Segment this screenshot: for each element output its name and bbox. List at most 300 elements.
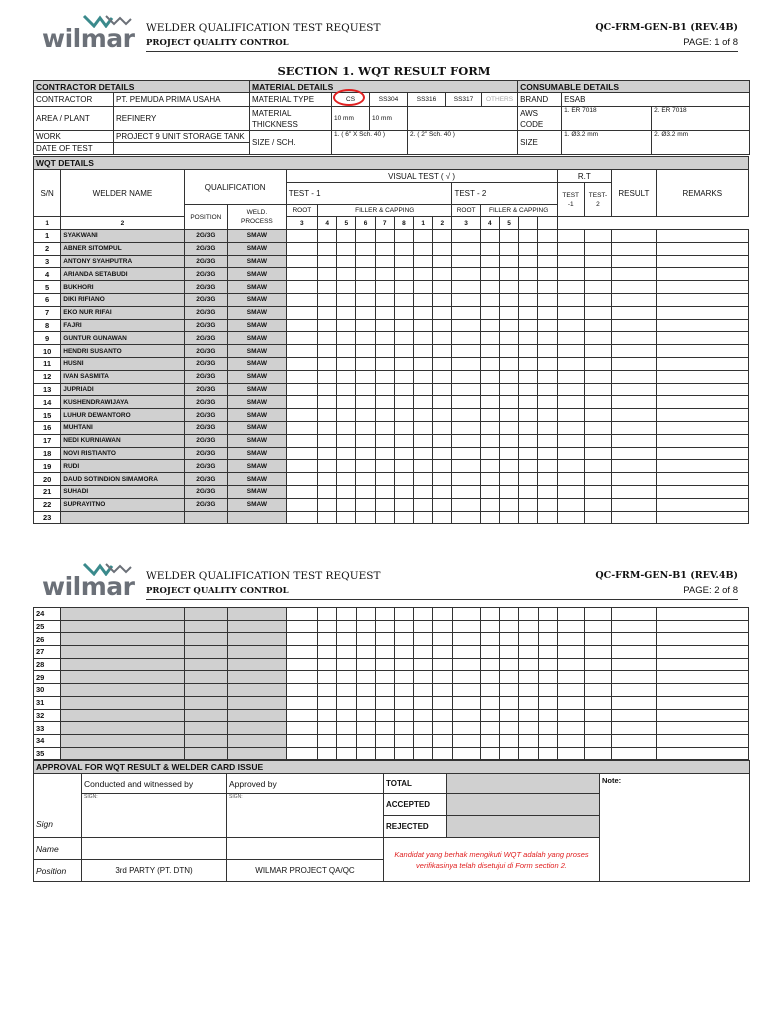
conducted-name-field[interactable] xyxy=(82,838,227,860)
result-cell[interactable] xyxy=(557,370,584,383)
welder-process[interactable] xyxy=(228,671,287,684)
result-cell[interactable] xyxy=(584,357,611,370)
result-cell[interactable] xyxy=(394,293,413,306)
result-cell[interactable] xyxy=(433,460,452,473)
result-cell[interactable] xyxy=(394,242,413,255)
welder-name[interactable] xyxy=(61,646,184,659)
welder-process[interactable] xyxy=(228,633,287,646)
result-cell[interactable] xyxy=(414,646,433,659)
result-cell[interactable] xyxy=(375,396,394,409)
result-cell[interactable] xyxy=(452,319,480,332)
result-cell[interactable] xyxy=(414,709,433,722)
result-cell[interactable] xyxy=(452,460,480,473)
result-cell[interactable] xyxy=(414,281,433,294)
result-cell[interactable] xyxy=(337,434,356,447)
approved-sign-field[interactable]: SIGN: xyxy=(227,794,384,838)
result-cell[interactable] xyxy=(375,421,394,434)
result-cell[interactable] xyxy=(286,268,317,281)
result-cell[interactable] xyxy=(394,357,413,370)
result-cell[interactable] xyxy=(433,242,452,255)
result-cell[interactable] xyxy=(538,658,557,671)
result-cell[interactable] xyxy=(337,345,356,358)
result-cell[interactable] xyxy=(612,345,656,358)
result-cell[interactable] xyxy=(414,293,433,306)
result-cell[interactable] xyxy=(433,709,452,722)
result-cell[interactable] xyxy=(500,646,519,659)
result-cell[interactable] xyxy=(433,357,452,370)
welder-name[interactable] xyxy=(61,633,184,646)
result-cell[interactable] xyxy=(656,255,748,268)
result-cell[interactable] xyxy=(500,684,519,697)
result-cell[interactable] xyxy=(414,473,433,486)
result-cell[interactable] xyxy=(519,447,538,460)
result-cell[interactable] xyxy=(452,421,480,434)
result-cell[interactable] xyxy=(433,485,452,498)
result-cell[interactable] xyxy=(356,345,375,358)
result-cell[interactable] xyxy=(286,608,317,621)
result-cell[interactable] xyxy=(318,306,337,319)
welder-name[interactable] xyxy=(61,734,184,747)
result-cell[interactable] xyxy=(452,357,480,370)
result-cell[interactable] xyxy=(656,357,748,370)
result-cell[interactable] xyxy=(318,696,337,709)
result-cell[interactable] xyxy=(480,447,499,460)
result-cell[interactable] xyxy=(394,684,413,697)
result-cell[interactable] xyxy=(286,696,317,709)
result-cell[interactable] xyxy=(286,242,317,255)
result-cell[interactable] xyxy=(612,447,656,460)
result-cell[interactable] xyxy=(375,409,394,422)
result-cell[interactable] xyxy=(480,620,499,633)
result-cell[interactable] xyxy=(394,658,413,671)
result-cell[interactable] xyxy=(414,498,433,511)
result-cell[interactable] xyxy=(480,684,499,697)
result-cell[interactable] xyxy=(656,345,748,358)
result-cell[interactable] xyxy=(337,722,356,735)
result-cell[interactable] xyxy=(356,608,375,621)
result-cell[interactable] xyxy=(499,242,518,255)
result-cell[interactable] xyxy=(584,242,611,255)
result-cell[interactable] xyxy=(286,230,317,243)
result-cell[interactable] xyxy=(356,633,375,646)
result-cell[interactable] xyxy=(414,722,433,735)
result-cell[interactable] xyxy=(584,460,611,473)
result-cell[interactable] xyxy=(538,498,557,511)
result-cell[interactable] xyxy=(394,460,413,473)
size-sch-1[interactable]: 1. ( 6" X Sch. 40 ) xyxy=(332,131,408,155)
result-cell[interactable] xyxy=(538,511,557,524)
material-type-ss304[interactable]: SS304 xyxy=(370,93,408,107)
result-cell[interactable] xyxy=(337,684,356,697)
result-cell[interactable] xyxy=(585,633,612,646)
area-value[interactable]: REFINERY xyxy=(114,107,250,131)
welder-name[interactable]: ANTONY SYAHPUTRA xyxy=(61,255,184,268)
result-cell[interactable] xyxy=(433,734,452,747)
thickness-1[interactable]: 10 mm xyxy=(332,107,370,131)
result-cell[interactable] xyxy=(557,511,584,524)
result-cell[interactable] xyxy=(337,319,356,332)
result-cell[interactable] xyxy=(356,460,375,473)
result-cell[interactable] xyxy=(499,319,518,332)
result-cell[interactable] xyxy=(585,671,612,684)
result-cell[interactable] xyxy=(414,357,433,370)
result-cell[interactable] xyxy=(480,646,499,659)
result-cell[interactable] xyxy=(519,747,538,760)
result-cell[interactable] xyxy=(318,230,337,243)
result-cell[interactable] xyxy=(538,709,557,722)
result-cell[interactable] xyxy=(584,396,611,409)
welder-name[interactable]: HUSNI xyxy=(61,357,184,370)
result-cell[interactable] xyxy=(318,281,337,294)
material-type-ss316[interactable]: SS316 xyxy=(408,93,446,107)
result-cell[interactable] xyxy=(414,734,433,747)
result-cell[interactable] xyxy=(557,383,584,396)
welder-process[interactable] xyxy=(228,620,287,633)
result-cell[interactable] xyxy=(480,396,499,409)
result-cell[interactable] xyxy=(356,709,375,722)
result-cell[interactable] xyxy=(538,268,557,281)
welder-process[interactable] xyxy=(228,646,287,659)
welder-position[interactable]: 2G/3G xyxy=(184,293,227,306)
result-cell[interactable] xyxy=(538,608,557,621)
result-cell[interactable] xyxy=(480,281,499,294)
welder-position[interactable]: 2G/3G xyxy=(184,370,227,383)
result-cell[interactable] xyxy=(337,230,356,243)
welder-process[interactable]: SMAW xyxy=(228,357,287,370)
result-cell[interactable] xyxy=(557,646,584,659)
result-cell[interactable] xyxy=(356,357,375,370)
welder-position[interactable]: 2G/3G xyxy=(184,230,227,243)
result-cell[interactable] xyxy=(394,747,413,760)
result-cell[interactable] xyxy=(286,255,317,268)
result-cell[interactable] xyxy=(519,722,538,735)
result-cell[interactable] xyxy=(375,255,394,268)
result-cell[interactable] xyxy=(286,747,317,760)
result-cell[interactable] xyxy=(500,671,519,684)
result-cell[interactable] xyxy=(337,511,356,524)
result-cell[interactable] xyxy=(538,473,557,486)
result-cell[interactable] xyxy=(286,409,317,422)
result-cell[interactable] xyxy=(375,734,394,747)
result-cell[interactable] xyxy=(519,511,538,524)
result-cell[interactable] xyxy=(585,608,612,621)
result-cell[interactable] xyxy=(499,357,518,370)
welder-position[interactable]: 2G/3G xyxy=(184,498,227,511)
conducted-sign-field[interactable]: SIGN: xyxy=(82,794,227,838)
result-cell[interactable] xyxy=(318,684,337,697)
welder-position[interactable]: 2G/3G xyxy=(184,242,227,255)
result-cell[interactable] xyxy=(585,684,612,697)
result-cell[interactable] xyxy=(337,306,356,319)
result-cell[interactable] xyxy=(584,281,611,294)
welder-process[interactable]: SMAW xyxy=(228,460,287,473)
welder-name[interactable] xyxy=(61,608,184,621)
result-cell[interactable] xyxy=(656,230,748,243)
welder-process[interactable]: SMAW xyxy=(228,332,287,345)
result-cell[interactable] xyxy=(538,306,557,319)
result-cell[interactable] xyxy=(375,620,394,633)
result-cell[interactable] xyxy=(452,633,480,646)
result-cell[interactable] xyxy=(557,255,584,268)
result-cell[interactable] xyxy=(318,734,337,747)
result-cell[interactable] xyxy=(356,268,375,281)
result-cell[interactable] xyxy=(452,671,480,684)
result-cell[interactable] xyxy=(414,671,433,684)
result-cell[interactable] xyxy=(375,485,394,498)
welder-name[interactable] xyxy=(61,747,184,760)
welder-position[interactable] xyxy=(184,747,227,760)
result-cell[interactable] xyxy=(584,255,611,268)
result-cell[interactable] xyxy=(318,722,337,735)
result-cell[interactable] xyxy=(656,498,748,511)
welder-name[interactable]: ABNER SITOMPUL xyxy=(61,242,184,255)
result-cell[interactable] xyxy=(480,722,499,735)
result-cell[interactable] xyxy=(286,357,317,370)
result-cell[interactable] xyxy=(519,370,538,383)
result-cell[interactable] xyxy=(356,396,375,409)
result-cell[interactable] xyxy=(557,633,584,646)
result-cell[interactable] xyxy=(480,473,499,486)
result-cell[interactable] xyxy=(375,357,394,370)
result-cell[interactable] xyxy=(584,268,611,281)
result-cell[interactable] xyxy=(318,447,337,460)
result-cell[interactable] xyxy=(538,485,557,498)
result-cell[interactable] xyxy=(318,709,337,722)
material-type-ss317[interactable]: SS317 xyxy=(446,93,482,107)
result-cell[interactable] xyxy=(375,293,394,306)
result-cell[interactable] xyxy=(433,747,452,760)
welder-process[interactable]: SMAW xyxy=(228,370,287,383)
result-cell[interactable] xyxy=(656,646,748,659)
result-cell[interactable] xyxy=(394,306,413,319)
result-cell[interactable] xyxy=(557,409,584,422)
result-cell[interactable] xyxy=(656,511,748,524)
result-cell[interactable] xyxy=(318,633,337,646)
result-cell[interactable] xyxy=(519,658,538,671)
result-cell[interactable] xyxy=(286,658,317,671)
result-cell[interactable] xyxy=(557,293,584,306)
result-cell[interactable] xyxy=(480,332,499,345)
result-cell[interactable] xyxy=(452,498,480,511)
result-cell[interactable] xyxy=(414,608,433,621)
result-cell[interactable] xyxy=(612,684,656,697)
result-cell[interactable] xyxy=(500,722,519,735)
result-cell[interactable] xyxy=(538,319,557,332)
total-value[interactable] xyxy=(447,774,600,794)
result-cell[interactable] xyxy=(337,498,356,511)
welder-position[interactable]: 2G/3G xyxy=(184,345,227,358)
result-cell[interactable] xyxy=(557,319,584,332)
result-cell[interactable] xyxy=(286,434,317,447)
welder-name[interactable]: SUPRAYITNO xyxy=(61,498,184,511)
result-cell[interactable] xyxy=(656,722,748,735)
welder-name[interactable]: RUDI xyxy=(61,460,184,473)
welder-position[interactable] xyxy=(184,696,227,709)
welder-process[interactable]: SMAW xyxy=(228,498,287,511)
result-cell[interactable] xyxy=(433,696,452,709)
result-cell[interactable] xyxy=(538,396,557,409)
result-cell[interactable] xyxy=(585,646,612,659)
result-cell[interactable] xyxy=(480,658,499,671)
result-cell[interactable] xyxy=(612,747,656,760)
result-cell[interactable] xyxy=(499,383,518,396)
result-cell[interactable] xyxy=(557,684,584,697)
result-cell[interactable] xyxy=(433,722,452,735)
result-cell[interactable] xyxy=(394,370,413,383)
result-cell[interactable] xyxy=(499,332,518,345)
result-cell[interactable] xyxy=(557,473,584,486)
result-cell[interactable] xyxy=(318,485,337,498)
welder-position[interactable]: 2G/3G xyxy=(184,281,227,294)
result-cell[interactable] xyxy=(433,306,452,319)
welder-process[interactable]: SMAW xyxy=(228,293,287,306)
result-cell[interactable] xyxy=(394,671,413,684)
welder-position[interactable]: 2G/3G xyxy=(184,447,227,460)
result-cell[interactable] xyxy=(519,473,538,486)
result-cell[interactable] xyxy=(394,722,413,735)
result-cell[interactable] xyxy=(499,485,518,498)
result-cell[interactable] xyxy=(480,511,499,524)
result-cell[interactable] xyxy=(585,620,612,633)
result-cell[interactable] xyxy=(612,255,656,268)
result-cell[interactable] xyxy=(394,281,413,294)
result-cell[interactable] xyxy=(452,332,480,345)
result-cell[interactable] xyxy=(519,255,538,268)
contractor-value[interactable]: PT. PEMUDA PRIMA USAHA xyxy=(114,93,250,107)
result-cell[interactable] xyxy=(557,709,584,722)
result-cell[interactable] xyxy=(394,332,413,345)
result-cell[interactable] xyxy=(480,319,499,332)
result-cell[interactable] xyxy=(612,242,656,255)
result-cell[interactable] xyxy=(286,460,317,473)
result-cell[interactable] xyxy=(337,485,356,498)
date-of-test-value[interactable] xyxy=(114,143,250,155)
result-cell[interactable] xyxy=(337,658,356,671)
welder-name[interactable]: FAJRI xyxy=(61,319,184,332)
result-cell[interactable] xyxy=(433,498,452,511)
welder-position[interactable]: 2G/3G xyxy=(184,473,227,486)
result-cell[interactable] xyxy=(538,646,557,659)
result-cell[interactable] xyxy=(452,370,480,383)
result-cell[interactable] xyxy=(375,684,394,697)
result-cell[interactable] xyxy=(452,281,480,294)
result-cell[interactable] xyxy=(375,646,394,659)
result-cell[interactable] xyxy=(356,511,375,524)
result-cell[interactable] xyxy=(656,281,748,294)
result-cell[interactable] xyxy=(286,332,317,345)
result-cell[interactable] xyxy=(433,281,452,294)
result-cell[interactable] xyxy=(500,608,519,621)
result-cell[interactable] xyxy=(519,633,538,646)
welder-position[interactable] xyxy=(184,658,227,671)
result-cell[interactable] xyxy=(433,646,452,659)
welder-process[interactable]: SMAW xyxy=(228,383,287,396)
result-cell[interactable] xyxy=(286,709,317,722)
result-cell[interactable] xyxy=(612,319,656,332)
welder-process[interactable] xyxy=(228,511,287,524)
result-cell[interactable] xyxy=(499,409,518,422)
result-cell[interactable] xyxy=(414,434,433,447)
result-cell[interactable] xyxy=(584,447,611,460)
result-cell[interactable] xyxy=(584,319,611,332)
result-cell[interactable] xyxy=(286,396,317,409)
result-cell[interactable] xyxy=(286,633,317,646)
result-cell[interactable] xyxy=(656,460,748,473)
result-cell[interactable] xyxy=(394,383,413,396)
result-cell[interactable] xyxy=(499,370,518,383)
result-cell[interactable] xyxy=(414,447,433,460)
result-cell[interactable] xyxy=(394,396,413,409)
result-cell[interactable] xyxy=(394,709,413,722)
welder-position[interactable] xyxy=(184,734,227,747)
welder-process[interactable] xyxy=(228,709,287,722)
result-cell[interactable] xyxy=(337,608,356,621)
result-cell[interactable] xyxy=(318,396,337,409)
result-cell[interactable] xyxy=(337,421,356,434)
welder-name[interactable]: SYAKWANI xyxy=(61,230,184,243)
result-cell[interactable] xyxy=(499,396,518,409)
result-cell[interactable] xyxy=(318,434,337,447)
result-cell[interactable] xyxy=(337,242,356,255)
result-cell[interactable] xyxy=(538,293,557,306)
result-cell[interactable] xyxy=(656,709,748,722)
result-cell[interactable] xyxy=(557,658,584,671)
result-cell[interactable] xyxy=(318,658,337,671)
result-cell[interactable] xyxy=(656,620,748,633)
welder-position[interactable]: 2G/3G xyxy=(184,357,227,370)
welder-name[interactable]: HENDRI SUSANTO xyxy=(61,345,184,358)
result-cell[interactable] xyxy=(500,633,519,646)
welder-process[interactable]: SMAW xyxy=(228,281,287,294)
result-cell[interactable] xyxy=(557,306,584,319)
result-cell[interactable] xyxy=(499,345,518,358)
result-cell[interactable] xyxy=(557,434,584,447)
result-cell[interactable] xyxy=(656,658,748,671)
result-cell[interactable] xyxy=(612,734,656,747)
result-cell[interactable] xyxy=(519,293,538,306)
brand-value[interactable]: ESAB xyxy=(562,93,750,107)
welder-position[interactable] xyxy=(184,608,227,621)
result-cell[interactable] xyxy=(286,421,317,434)
result-cell[interactable] xyxy=(452,409,480,422)
result-cell[interactable] xyxy=(612,658,656,671)
result-cell[interactable] xyxy=(612,498,656,511)
result-cell[interactable] xyxy=(318,409,337,422)
result-cell[interactable] xyxy=(585,734,612,747)
result-cell[interactable] xyxy=(656,268,748,281)
result-cell[interactable] xyxy=(612,396,656,409)
material-type-others[interactable]: OTHERS xyxy=(482,93,518,107)
welder-name[interactable]: NOVI RISTIANTO xyxy=(61,447,184,460)
result-cell[interactable] xyxy=(612,696,656,709)
rejected-value[interactable] xyxy=(447,816,600,838)
result-cell[interactable] xyxy=(612,722,656,735)
result-cell[interactable] xyxy=(612,485,656,498)
result-cell[interactable] xyxy=(414,620,433,633)
result-cell[interactable] xyxy=(557,460,584,473)
result-cell[interactable] xyxy=(286,281,317,294)
result-cell[interactable] xyxy=(480,696,499,709)
result-cell[interactable] xyxy=(452,434,480,447)
result-cell[interactable] xyxy=(585,747,612,760)
result-cell[interactable] xyxy=(480,255,499,268)
result-cell[interactable] xyxy=(394,268,413,281)
result-cell[interactable] xyxy=(584,485,611,498)
result-cell[interactable] xyxy=(356,332,375,345)
result-cell[interactable] xyxy=(433,473,452,486)
result-cell[interactable] xyxy=(286,485,317,498)
result-cell[interactable] xyxy=(612,281,656,294)
